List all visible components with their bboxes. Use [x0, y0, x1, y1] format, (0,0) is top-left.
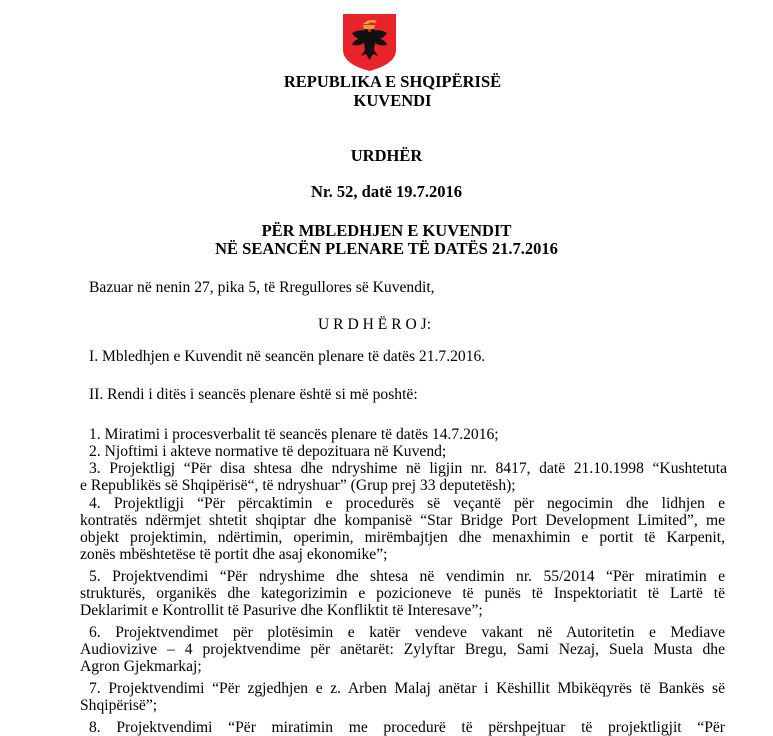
agenda-item-3-line1: 3. Projektligj “Për disa shtesa dhe ndryshime në ligjin nr. 8417, datë 21.10.1998 “Kushtetuta — [89, 460, 727, 477]
legal-basis: Bazuar në nenin 27, pika 5, të Rregullores së Kuvendit, — [89, 279, 435, 296]
orders-heading: U R D H Ë R O J: — [318, 316, 432, 333]
agenda-item-6-line3: Agron Gjekmarkaj; — [80, 658, 202, 675]
agenda-item-2: 2. Njoftimi i akteve normative të depozituara në Kuvend; — [89, 443, 447, 460]
agenda-item-4-line3: objekt projektimin, ndërtimin, operimin, mirëmbajtjen dhe menaxhimin e portit të Karpenit, — [80, 529, 725, 546]
agenda-item-4-line4: zonës mbështetëse të portit dhe asaj ekonomike”; — [80, 546, 388, 563]
agenda-item-4-line1: 4. Projektligji “Për përcaktimin e procedurës së veçantë për negocimin dhe lidhjen e — [89, 495, 725, 512]
coat-of-arms-icon — [341, 12, 398, 72]
institution-heading: KUVENDI — [353, 91, 432, 110]
agenda-item-5-line1: 5. Projektvendimi “Për ndryshime dhe shtesa në vendimin nr. 55/2014 “Për miratimin e — [89, 568, 725, 585]
agenda-item-5-line3: Deklarimit e Kontrollit të Pasurive dhe Konfliktit të Interesave”; — [80, 602, 483, 619]
point-one: I. Mbledhjen e Kuvendit në seancën plenare të datës 21.7.2016. — [89, 348, 486, 365]
agenda-item-6-line2: Audiovizive – 4 projektvendime për anëtarët: Zylyftar Bregu, Sami Nezaj, Suela Musta dhe — [80, 641, 725, 658]
agenda-item-8-line1: 8. Projektvendimi “Për miratimin me procedurë të përshpejtuar të projektligjit “Për — [89, 719, 725, 736]
point-two: II. Rendi i ditës i seancës plenare është si më poshtë: — [89, 386, 418, 403]
doc-title-line2: NË SEANCËN PLENARE TË DATËS 21.7.2016 — [215, 239, 558, 258]
agenda-item-7-line2: Shqipërisë”; — [80, 697, 158, 714]
republic-heading: REPUBLIKA E SHQIPËRISË — [283, 72, 502, 91]
agenda-item-6-line1: 6. Projektvendimet për plotësimin e katër vendeve vakant në Autoritetin e Mediave — [89, 624, 725, 641]
doc-type-heading: URDHËR — [350, 146, 423, 165]
doc-number-date: Nr. 52, datë 19.7.2016 — [310, 182, 463, 201]
doc-title-line1: PËR MBLEDHJEN E KUVENDIT — [261, 221, 512, 240]
agenda-item-4-line2: kontratës ndërmjet shtetit shqiptar dhe kompanisë “Star Bridge Port Development Limited”, me — [80, 512, 725, 529]
agenda-item-3-line2: e Republikës së Shqipërisë“, të ndryshuar” (Grup prej 33 deputetësh); — [80, 477, 516, 494]
agenda-item-1: 1. Miratimi i procesverbalit të seancës plenare të datës 14.7.2016; — [89, 426, 499, 443]
agenda-item-7-line1: 7. Projektvendimi “Për zgjedhjen e z. Arben Malaj anëtar i Këshillit Mbikëqyrës të Bankës së — [89, 680, 725, 697]
agenda-item-5-line2: strukturës, organikës dhe kategorizimin e pozicioneve të punës të Inspektoriatit të Lartë të — [80, 585, 725, 602]
